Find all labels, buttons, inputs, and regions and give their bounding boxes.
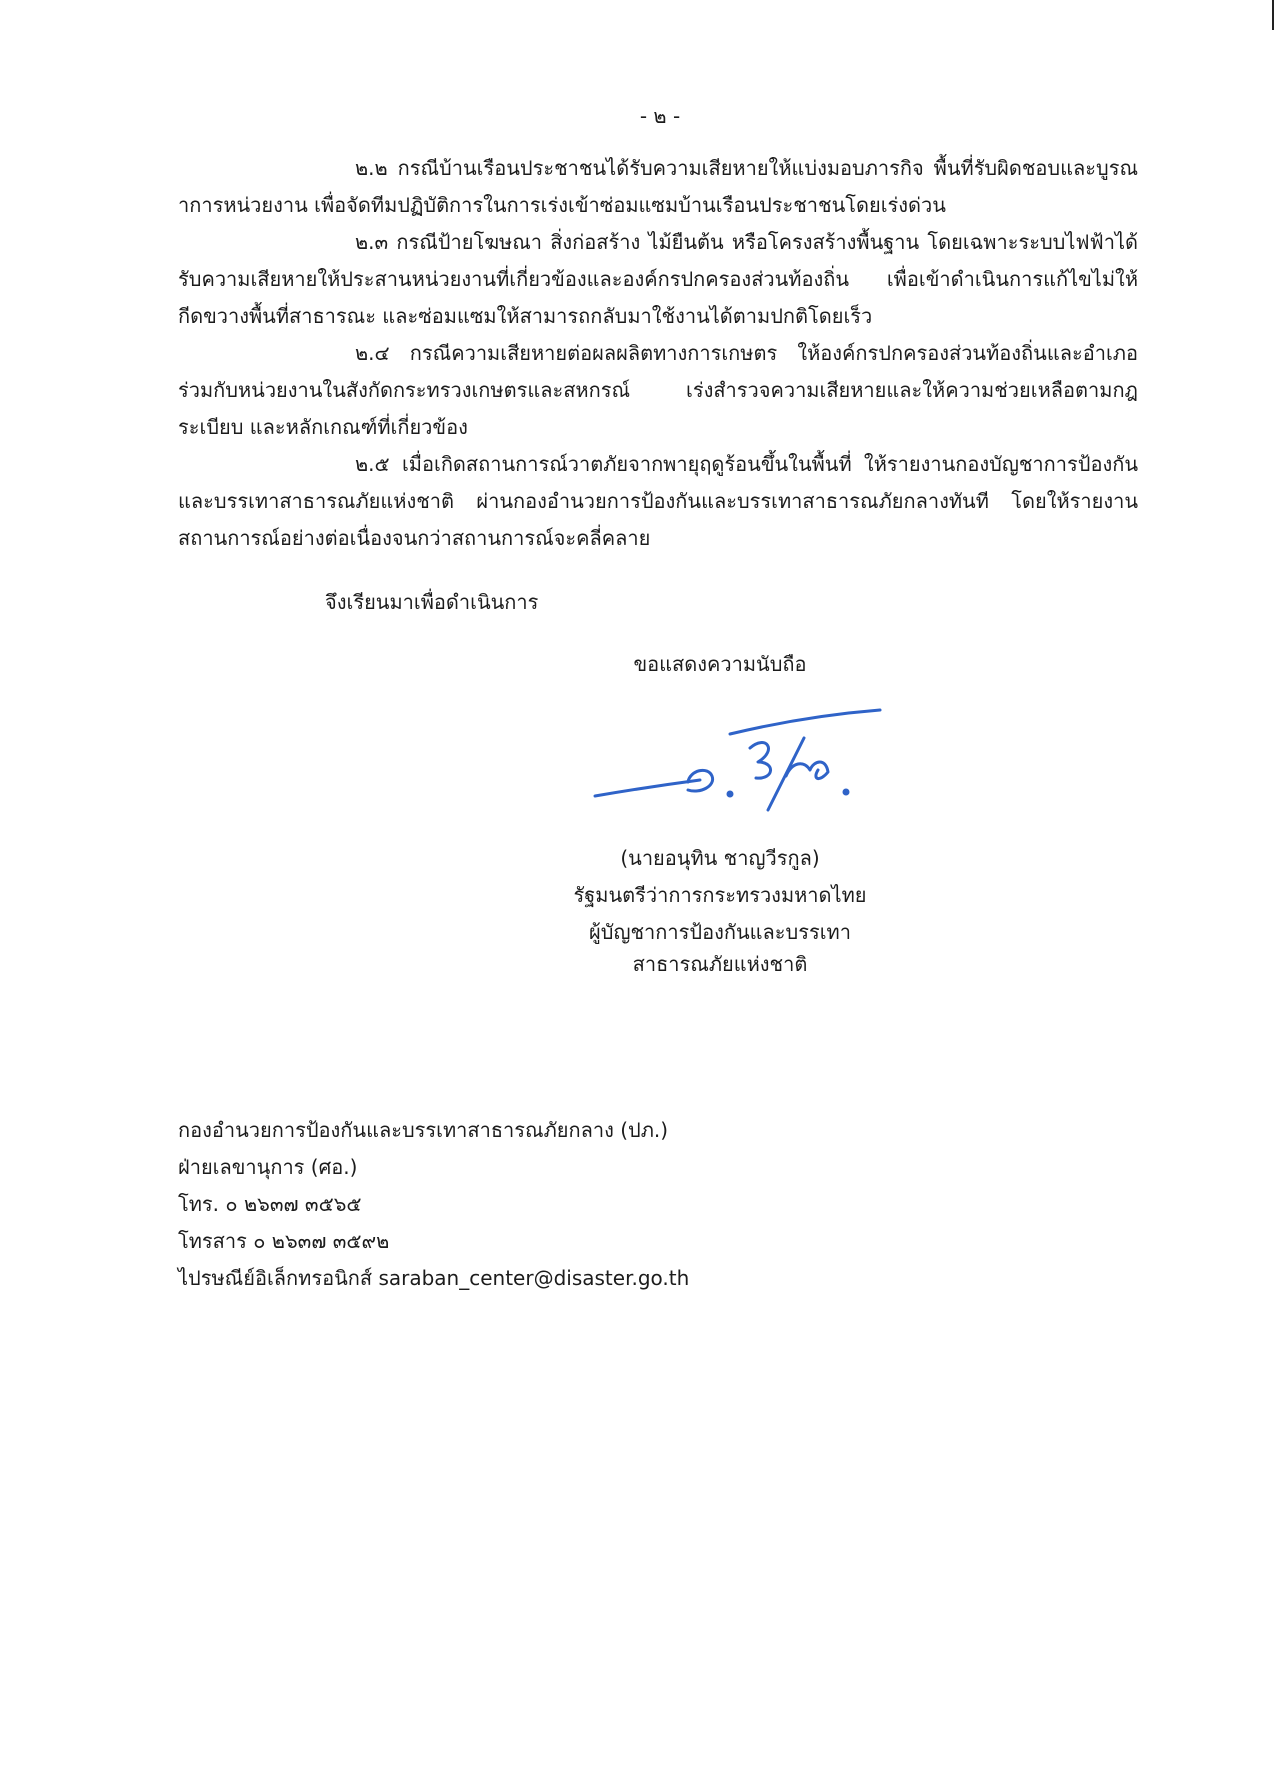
handwritten-signature [590,700,890,820]
signer-title-commander: ผู้บัญชาการป้องกันและบรรเทาสาธารณภัยแห่งชาติ [589,920,851,976]
paragraph-2-2: ๒.๒ กรณีบ้านเรือนประชาชนได้รับความเสียหายให้แบ่งมอบภารกิจ พื้นที่รับผิดชอบและบูรณาการหน่วยงาน เพื่อจัดทีมปฏิบัติการในการเร่งเข้าซ่อมแซมบ้านเรือนประชาชนโดยเร่งด่วน [178,156,1138,217]
contact-fax: โทรสาร ๐ ๒๖๓๗ ๓๕๙๒ [178,1229,390,1253]
contact-phone: โทร. ๐ ๒๖๓๗ ๓๕๖๕ [178,1192,362,1216]
contact-email: ไปรษณีย์อิเล็กทรอนิกส์ saraban_center@disaster.go.th [178,1266,690,1290]
contact-department: กองอำนวยการป้องกันและบรรเทาสาธารณภัยกลาง (ปภ.) [178,1118,669,1142]
page-edge-mark [1272,0,1274,30]
signer-name: (นายอนุทิน ชาญวีรกูล) [620,846,820,870]
paragraph-2-5: ๒.๕ เมื่อเกิดสถานการณ์วาตภัยจากพายุฤดูร้อนขึ้นในพื้นที่ ให้รายงานกองบัญชาการป้องกันและบรรเทาสาธารณภัยแห่งชาติ ผ่านกองอำนวยการป้องกันและบรรเทาสาธารณภัยกลางทันที โดยให้รายงานสถานการณ์อย่างต่อเนื่องจนกว่าสถานการณ์จะคลี่คลาย [178,452,1138,550]
page-number: - ๒ - [639,104,681,128]
contact-division: ฝ่ายเลขานุการ (ศอ.) [178,1155,358,1179]
contact-block [178,1112,689,1297]
signer-title-minister: รัฐมนตรีว่าการกระทรวงมหาดไทย [573,883,867,907]
paragraph-2-3: ๒.๓ กรณีป้ายโฆษณา สิ่งก่อสร้าง ไม้ยืนต้น หรือโครงสร้างพื้นฐาน โดยเฉพาะระบบไฟฟ้าได้รับความเสียหายให้ประสานหน่วยงานที่เกี่ยวข้องและองค์กรปกครองส่วนท้องถิ่น เพื่อเข้าดำเนินการแก้ไขไม่ให้กีดขวางพื้นที่สาธารณะ และซ่อมแซมให้สามารถกลับมาใช้งานได้ตามปกติโดยเร็ว [178,230,1138,328]
regards-line: ขอแสดงความนับถือ [633,652,807,676]
paragraph-2-4: ๒.๔ กรณีความเสียหายต่อผลผลิตทางการเกษตร ให้องค์กรปกครองส่วนท้องถิ่นและอำเภอร่วมกับหน่วยงานในสังกัดกระทรวงเกษตรและสหกรณ์ เร่งสำรวจความเสียหายและให้ความช่วยเหลือตามกฎ ระเบียบ และหลักเกณฑ์ที่เกี่ยวข้อง [178,341,1138,439]
closing-line: จึงเรียนมาเพื่อดำเนินการ [325,590,539,614]
letter-body [178,150,1138,557]
